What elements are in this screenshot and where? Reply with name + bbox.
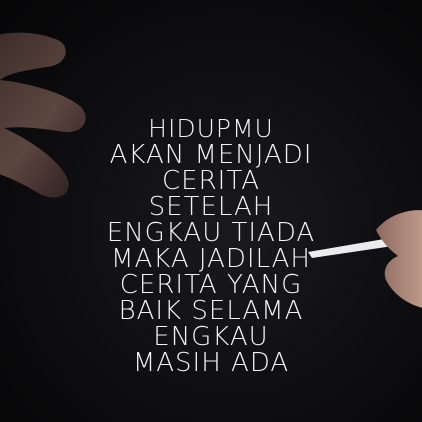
quote-line-10: MASIH ADA xyxy=(132,348,290,378)
quote-line-3: CERITA xyxy=(162,166,260,196)
quote-line-4: SETELAH xyxy=(148,192,274,222)
quote-line-6: MAKA JADILAH xyxy=(111,244,311,274)
quote-line-7: CERITA YANG xyxy=(119,270,303,300)
quote-line-1: HIDUPMU xyxy=(148,114,274,143)
quote-line-2: AKAN MENJADI xyxy=(109,140,313,170)
quote-line-5: ENGKAU TIADA xyxy=(106,218,316,248)
quote-line-9: ENGKAU xyxy=(153,322,269,352)
quote-text xyxy=(0,116,422,376)
quote-line-8: BAIK SELAMA xyxy=(118,296,304,326)
